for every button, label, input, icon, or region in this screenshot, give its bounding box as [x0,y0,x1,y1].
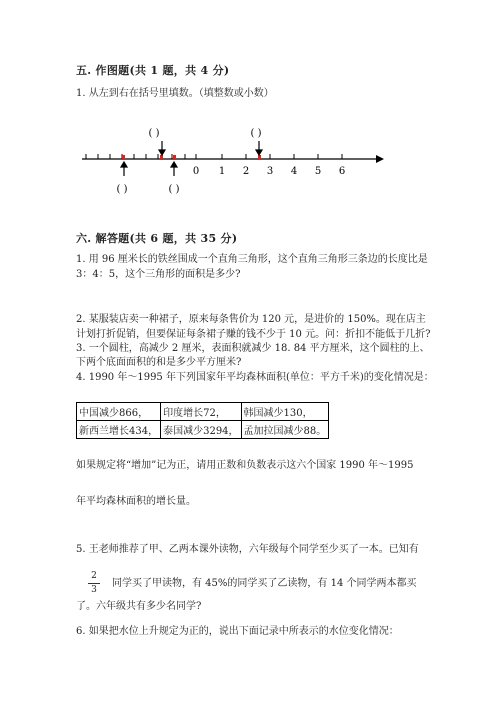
top-bracket-1: ( ) [148,128,160,139]
label-0: 0 [192,166,200,177]
up-arrow-1-head-icon [121,162,127,167]
red-point-4 [258,155,261,160]
question-6-4-line-3: 年平均森林面积的增长量。 [76,496,196,507]
question-6-4-line-1: 4. 1990 年～1995 年下列国家年平均森林面积(单位：平方千米)的变化情况是： [76,372,434,383]
table-row [77,421,329,439]
table-row [77,403,329,421]
up-arrow-2-head-icon [171,162,177,167]
table-cell: 新西兰增长434， [77,421,161,439]
label-2: 2 [242,166,250,177]
question-6-5-line-1: 5. 王老师推荐了甲、乙两本课外读物，六年级每个同学至少买了一本。已知有 [76,544,419,555]
section-5-title: 五. 作图题(共 1 题，共 4 分) [76,64,230,77]
label-5: 5 [314,166,322,177]
red-point-3 [173,155,176,160]
label-1: 1 [218,166,226,177]
fraction-two-thirds [88,571,100,596]
question-6-4-line-2: 如果规定将“增加”记为正，请用正数和负数表示这六个国家 1990 年～1995 [76,460,414,471]
section-6-title: 六. 解答题(共 6 题，共 35 分) [76,232,238,245]
question-6-5-line-3: 了。六年级共有多少名同学? [76,601,202,612]
question-6-1-line-1: 1. 用 96 厘米长的铁丝围成一个直角三角形，这个直角三角形三条边的长度比是 [76,254,428,265]
bottom-bracket-2: ( ) [168,184,180,195]
red-point-2 [160,155,163,160]
table-cell: 孟加拉国减少88。 [241,421,329,439]
question-6-3-line-2: 下两个底面面积的和是多少平方厘米? [76,357,242,368]
label-6: 6 [338,166,346,177]
top-bracket-2: ( ) [250,128,262,139]
question-6-5-line-2: 同学买了甲读物，有 45%的同学买了乙读物，有 14 个同学两本都买 [112,578,417,589]
label-3: 3 [266,166,274,177]
question-6-6-line-1: 6. 如果把水位上升规定为正的，说出下面记录中所表示的水位变化情况： [76,626,399,637]
question-6-3-line-1: 3. 一个圆柱，高减少 2 厘米，表面积就减少 18. 84 平方厘米，这个圆柱的上、 [76,343,430,354]
table-cell: 泰国减少3294， [161,421,241,439]
fraction-denominator: 3 [91,585,97,595]
number-line-diagram [76,122,386,202]
table-cell: 韩国减少130， [241,403,329,421]
question-6-1-line-2: 3：4：5，这个三角形的面积是多少? [76,269,241,280]
table-cell: 中国减少866， [77,403,161,421]
down-arrow-2-head-icon [256,150,262,155]
axis-arrow-icon [376,155,384,163]
question-5-1: 1. 从左到右在括号里填数。（填整数或小数） [76,88,274,99]
label-4: 4 [290,166,298,177]
question-6-2-line-2: 计划打折促销，但要保证每条裙子赚的钱不少于 10 元。问：折扣不能低于几折? [76,329,431,340]
fraction-numerator: 2 [91,571,97,581]
down-arrow-1-head-icon [159,150,165,155]
table-cell: 印度增长72， [161,403,241,421]
question-6-2-line-1: 2. 某服装店卖一种裙子，原来每条售价为 120 元，是进价的 150%。现在店主 [76,314,426,325]
bottom-bracket-1: ( ) [116,184,128,195]
fraction-bar [88,583,100,584]
red-point-1 [122,155,125,160]
forest-area-table [76,402,329,439]
